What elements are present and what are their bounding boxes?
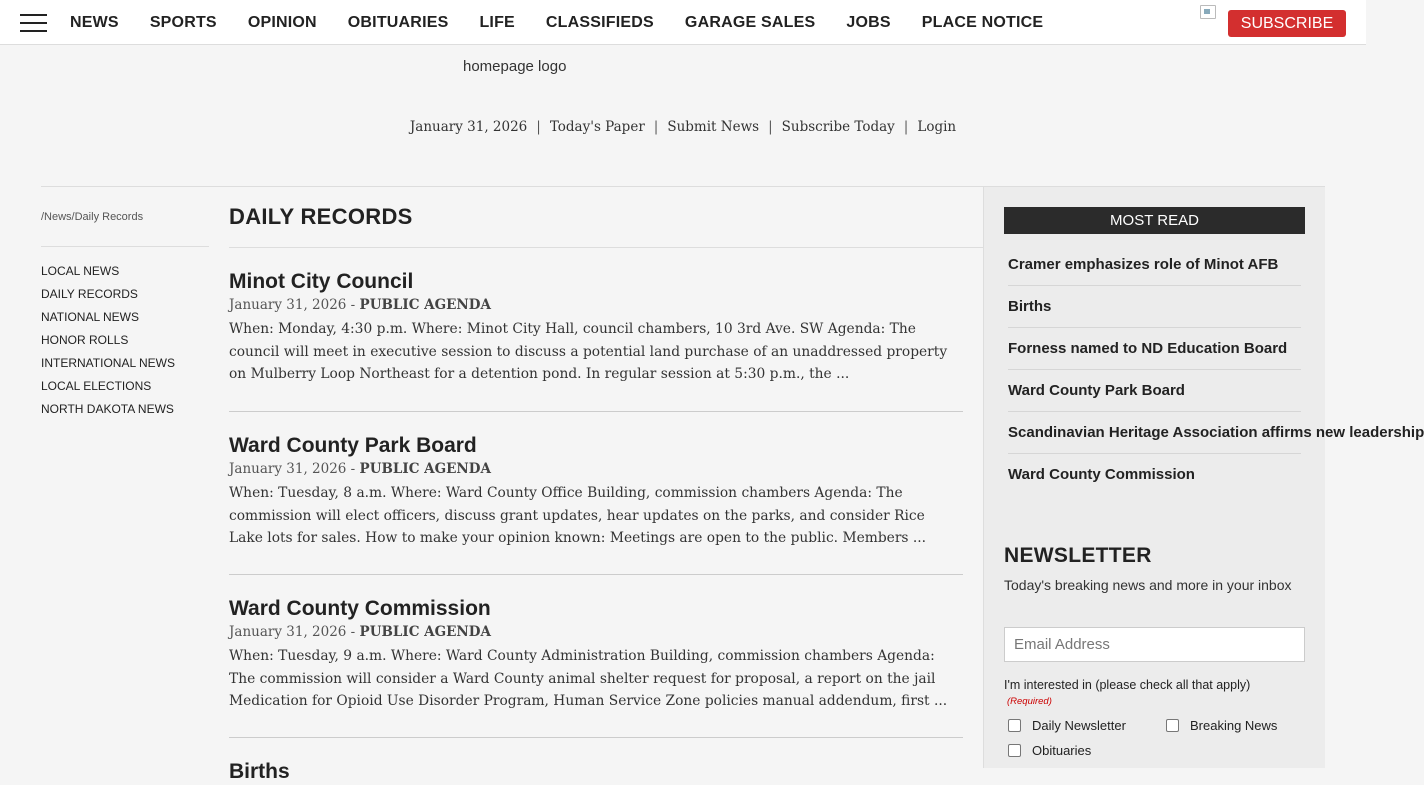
article-item (229, 433, 963, 550)
section-item-north-dakota-news[interactable]: NORTH DAKOTA NEWS (41, 402, 174, 416)
most-read-link[interactable]: Forness named to ND Education Board (1008, 340, 1288, 357)
article-date: January 31, 2026 (229, 297, 347, 313)
login-link[interactable]: Login (917, 119, 957, 135)
article-meta: January 31, 2026 - PUBLIC AGENDA (229, 624, 491, 640)
breadcrumb[interactable]: /News/Daily Records (41, 211, 144, 223)
article-category[interactable]: PUBLIC AGENDA (359, 461, 491, 477)
most-read-link[interactable]: Ward County Park Board (1008, 382, 1185, 399)
subscribe-button[interactable]: SUBSCRIBE (1228, 10, 1346, 37)
most-read-item (1004, 412, 1424, 454)
homepage-logo[interactable]: homepage logo (463, 58, 567, 75)
email-field[interactable] (1004, 627, 1305, 662)
obituaries-checkbox[interactable] (1008, 744, 1021, 757)
checkbox-label: Breaking News (1190, 718, 1278, 733)
article-item (229, 269, 963, 386)
title-divider (229, 247, 983, 248)
article-category[interactable]: PUBLIC AGENDA (359, 624, 491, 640)
nav-item-jobs[interactable]: JOBS (846, 13, 891, 31)
breaking-news-checkbox[interactable] (1166, 719, 1179, 732)
daily-newsletter-checkbox[interactable] (1008, 719, 1021, 732)
submit-news-link[interactable]: Submit News (667, 119, 760, 135)
article-item (229, 759, 963, 785)
nav-item-place-notice[interactable]: PLACE NOTICE (921, 13, 1044, 31)
left-divider (41, 246, 209, 247)
required-label: (Required) (1007, 696, 1052, 707)
section-item-local-elections[interactable]: LOCAL ELECTIONS (41, 379, 152, 393)
article-title[interactable]: Births (229, 760, 290, 783)
section-list (41, 265, 175, 426)
section-item-national-news[interactable]: NATIONAL NEWS (41, 310, 140, 324)
checkbox-label: Obituaries (1032, 743, 1092, 758)
main-nav (70, 0, 1074, 45)
most-read-item (1004, 454, 1305, 496)
nav-item-life[interactable]: LIFE (479, 13, 515, 31)
most-read-link[interactable]: Births (1008, 298, 1052, 315)
most-read-item (1004, 286, 1305, 328)
newsletter-description: Today's breaking news and more in your inbox (1004, 577, 1292, 593)
article-excerpt: When: Tuesday, 9 a.m. Where: Ward County Administration Building, commission chambers Agenda: The commission will consider a Ward County animal shelter request for proposal, a report on the jail Medication for Opioid Use Disorder Program, Human Service Zone policies manual addendum, first ... (229, 648, 948, 710)
top-nav-bar (0, 0, 1366, 45)
article-excerpt: When: Monday, 4:30 p.m. Where: Minot City Hall, council chambers, 10 3rd Ave. SW Agenda: The council will meet in executive session to discuss a potential land purchase of an unaddressed property on Mulberry Loop Northeast for a detention pond. In regular session at 5:30 p.m., the ... (229, 321, 948, 383)
article-excerpt: When: Tuesday, 8 a.m. Where: Ward County Office Building, commission chambers Agenda: The commission will elect officers, discuss grant updates, hear updates on the parks, and consider Rice Lake lots for sales. How to make your opinion known: Meetings are open to the public. Members ... (229, 485, 927, 547)
separator: | (536, 119, 541, 135)
sidebar (984, 187, 1424, 768)
subscribe-today-link[interactable]: Subscribe Today (781, 119, 895, 135)
nav-item-garage-sales[interactable]: GARAGE SALES (684, 13, 816, 31)
nav-item-opinion[interactable]: OPINION (247, 13, 317, 31)
article-title[interactable]: Minot City Council (229, 270, 414, 293)
article-date: January 31, 2026 (229, 461, 347, 477)
most-read-list (1004, 244, 1424, 496)
section-item-local-news[interactable]: LOCAL NEWS (41, 264, 120, 278)
separator: | (903, 119, 909, 135)
most-read-item (1004, 370, 1305, 412)
todays-paper-link[interactable]: Today's Paper (549, 119, 645, 135)
most-read-link[interactable]: Ward County Commission (1008, 466, 1195, 483)
article-category[interactable]: PUBLIC AGENDA (359, 297, 491, 313)
article-meta: January 31, 2026 - PUBLIC AGENDA (229, 461, 491, 477)
article-title[interactable]: Ward County Park Board (229, 434, 477, 457)
breaking-news-option[interactable] (1166, 718, 1277, 733)
section-item-international-news[interactable]: INTERNATIONAL NEWS (41, 356, 176, 370)
article-date: January 31, 2026 (229, 624, 347, 640)
nav-item-news[interactable]: NEWS (70, 13, 119, 31)
article-divider (229, 574, 963, 575)
article-divider (229, 411, 963, 412)
newsletter-title: NEWSLETTER (1004, 544, 1152, 567)
most-read-heading: MOST READ (1004, 207, 1305, 234)
page-title: DAILY RECORDS (229, 204, 413, 229)
interest-label: I'm interested in (please check all that apply) (1004, 678, 1251, 692)
article-title[interactable]: Ward County Commission (229, 597, 491, 620)
most-read-item (1004, 328, 1305, 370)
article-meta: January 31, 2026 - PUBLIC AGENDA (229, 297, 491, 313)
article-item (229, 596, 963, 713)
nav-item-sports[interactable]: SPORTS (149, 13, 217, 31)
section-item-honor-rolls[interactable]: HONOR ROLLS (41, 333, 129, 347)
separator: | (653, 119, 659, 135)
daily-newsletter-option[interactable] (1008, 718, 1126, 733)
most-read-link[interactable]: Cramer emphasizes role of Minot AFB (1008, 256, 1279, 273)
article-divider (229, 737, 963, 738)
checkbox-label: Daily Newsletter (1032, 718, 1126, 733)
broken-image-icon[interactable] (1200, 5, 1216, 19)
nav-item-obituaries[interactable]: OBITUARIES (347, 13, 449, 31)
hamburger-menu-icon[interactable] (20, 14, 47, 32)
current-date: January 31, 2026 (409, 119, 528, 135)
obituaries-option[interactable] (1008, 743, 1091, 758)
separator: | (768, 119, 773, 135)
section-item-daily-records[interactable]: DAILY RECORDS (41, 287, 138, 301)
nav-item-classifieds[interactable]: CLASSIFIEDS (545, 13, 654, 31)
most-read-link[interactable]: Scandinavian Heritage Association affirms new leadership (1008, 424, 1424, 441)
masthead-links (0, 119, 1366, 135)
most-read-item (1004, 244, 1305, 286)
